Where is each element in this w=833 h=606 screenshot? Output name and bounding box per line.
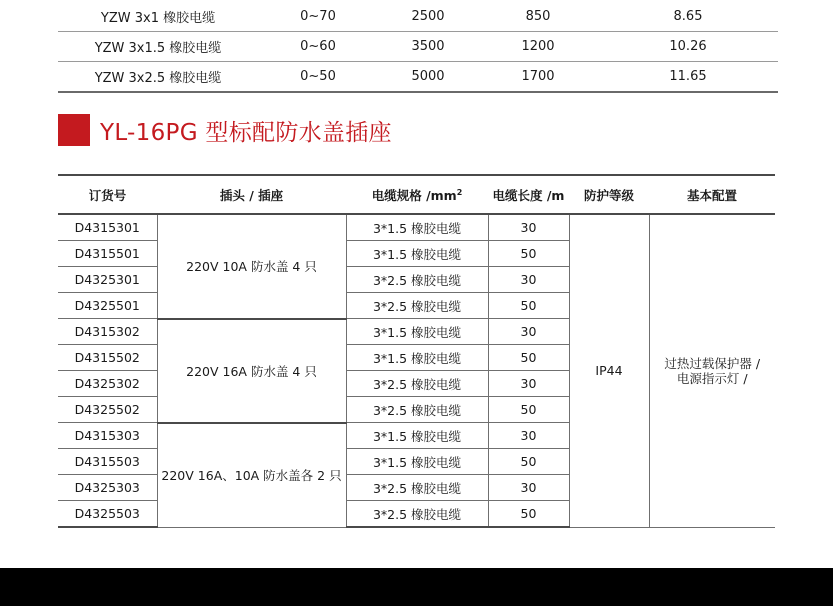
cable-length: 50 xyxy=(488,345,569,371)
header-config: 基本配置 xyxy=(649,175,775,214)
header-cable-text: 电缆规格 /mm xyxy=(371,187,457,203)
cable-model: YZW 3x2.5 橡胶电缆 xyxy=(58,62,258,93)
table-row xyxy=(58,2,778,32)
order-number: D4325503 xyxy=(58,501,157,528)
header-plug: 插头 / 插座 xyxy=(157,175,346,214)
protection-rating: IP44 xyxy=(569,214,649,527)
basic-config xyxy=(649,214,775,527)
order-number: D4325501 xyxy=(58,293,157,319)
cable-spec: 3*2.5 橡胶电缆 xyxy=(346,501,488,528)
order-number: D4325302 xyxy=(58,371,157,397)
cable-spec: 3*2.5 橡胶电缆 xyxy=(346,267,488,293)
cable-spec: 3*1.5 橡胶电缆 xyxy=(346,319,488,345)
section-title: YL-16PG 型标配防水盖插座 xyxy=(100,119,392,146)
header-order-no: 订货号 xyxy=(58,175,157,214)
cable-spec: 3*2.5 橡胶电缆 xyxy=(346,293,488,319)
header-protection: 防护等级 xyxy=(569,175,649,214)
table-row xyxy=(58,214,775,241)
order-number: D4315501 xyxy=(58,241,157,267)
plug-spec: 220V 16A、10A 防水盖各 2 只 xyxy=(157,423,346,528)
cable-length: 30 xyxy=(488,475,569,501)
cable-spec: 3*2.5 橡胶电缆 xyxy=(346,397,488,423)
cable-length: 30 xyxy=(488,319,569,345)
cable-value: 1200 xyxy=(478,32,598,62)
section-heading xyxy=(58,114,392,146)
cable-length: 50 xyxy=(488,501,569,528)
cable-model: YZW 3x1.5 橡胶电缆 xyxy=(58,32,258,62)
header-length: 电缆长度 /m xyxy=(488,175,569,214)
order-number: D4315502 xyxy=(58,345,157,371)
cable-spec-table xyxy=(58,2,778,93)
bottom-bar xyxy=(0,568,833,606)
order-number: D4315503 xyxy=(58,449,157,475)
cable-spec: 3*1.5 橡胶电缆 xyxy=(346,214,488,241)
cable-model: YZW 3x1 橡胶电缆 xyxy=(58,2,258,32)
order-number: D4315303 xyxy=(58,423,157,449)
config-line: 过热过载保护器 / xyxy=(664,355,761,371)
order-number: D4325303 xyxy=(58,475,157,501)
plug-spec: 220V 16A 防水盖 4 只 xyxy=(157,319,346,423)
cable-spec: 3*1.5 橡胶电缆 xyxy=(346,449,488,475)
cable-value: 5000 xyxy=(378,62,478,93)
header-cable xyxy=(346,175,488,214)
cable-value: 10.26 xyxy=(598,32,778,62)
cable-length: 30 xyxy=(488,214,569,241)
cable-length: 50 xyxy=(488,293,569,319)
cable-length: 30 xyxy=(488,371,569,397)
order-number: D4325301 xyxy=(58,267,157,293)
cable-value: 11.65 xyxy=(598,62,778,93)
cable-length: 30 xyxy=(488,423,569,449)
cable-spec: 3*1.5 橡胶电缆 xyxy=(346,423,488,449)
cable-length: 50 xyxy=(488,241,569,267)
cable-length: 30 xyxy=(488,267,569,293)
cable-length: 50 xyxy=(488,449,569,475)
cable-temp: 0~70 xyxy=(258,2,378,32)
plug-spec: 220V 10A 防水盖 4 只 xyxy=(157,214,346,319)
cable-spec: 3*2.5 橡胶电缆 xyxy=(346,475,488,501)
cable-temp: 0~60 xyxy=(258,32,378,62)
cable-value: 3500 xyxy=(378,32,478,62)
order-number: D4325502 xyxy=(58,397,157,423)
config-line: 电源指示灯 / xyxy=(676,370,748,386)
cable-value: 1700 xyxy=(478,62,598,93)
order-number: D4315301 xyxy=(58,214,157,241)
cable-spec: 3*2.5 橡胶电缆 xyxy=(346,371,488,397)
cable-value: 2500 xyxy=(378,2,478,32)
table-row xyxy=(58,62,778,93)
section-marker xyxy=(58,114,90,146)
cable-value: 8.65 xyxy=(598,2,778,32)
table-row xyxy=(58,32,778,62)
header-cable-superscript: 2 xyxy=(456,187,463,197)
order-number: D4315302 xyxy=(58,319,157,345)
cable-length: 50 xyxy=(488,397,569,423)
cable-value: 850 xyxy=(478,2,598,32)
product-table xyxy=(58,174,775,528)
cable-spec: 3*1.5 橡胶电缆 xyxy=(346,241,488,267)
table-header-row xyxy=(58,175,775,214)
cable-spec: 3*1.5 橡胶电缆 xyxy=(346,345,488,371)
cable-temp: 0~50 xyxy=(258,62,378,93)
